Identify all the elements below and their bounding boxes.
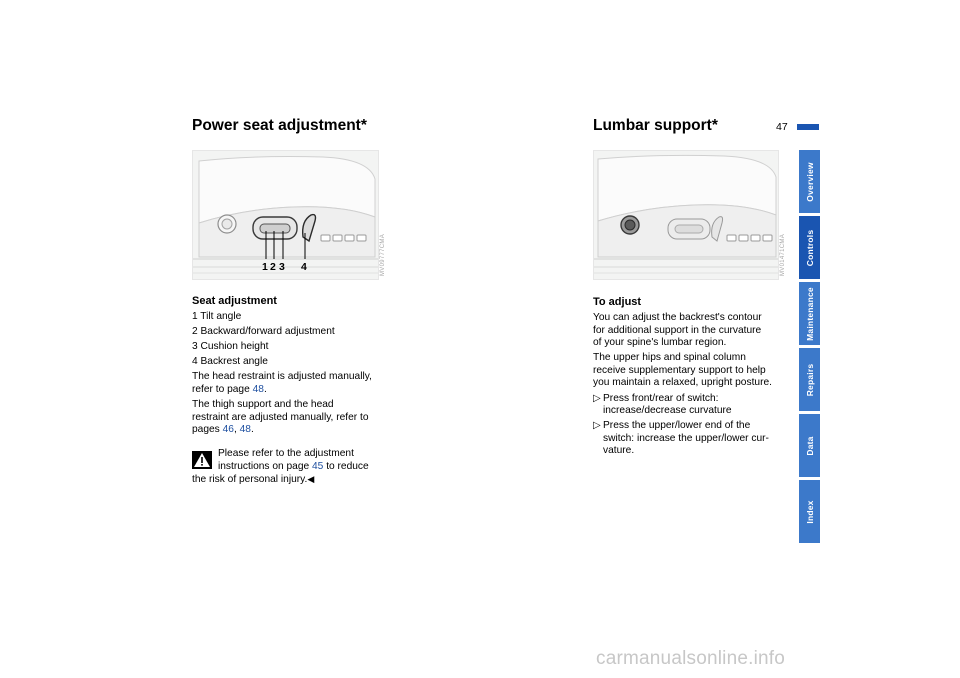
paragraph-support [593,352,793,390]
text-line: The upper hips and spinal column [593,352,746,364]
text: The head restraint is adjusted manually, [192,371,372,383]
text: to reduce [323,460,369,472]
list-item: 2 Backward/forward adjustment [192,326,335,338]
text-line: You can adjust the backrest's contour [593,312,762,323]
text: . [263,383,267,395]
bullet-arrow-icon: ▷ [593,392,601,404]
list-item: 3 Cushion height [192,341,269,353]
paragraph-contour [593,312,793,350]
subtitle-seat-adjustment: Seat adjustment [192,295,277,307]
lumbar-text [593,312,793,461]
lumbar-support-figure [593,150,779,280]
text-line: you maintain a relaxed, upright posture. [593,377,772,389]
text-line: vature. [603,445,635,457]
paragraph-thigh-support [192,399,397,437]
text-line: increase/decrease curvature [603,405,732,417]
bullet-arrow-icon: ▷ [593,420,601,432]
subtitle-to-adjust: To adjust [593,296,642,308]
warning-line-1: Please refer to the adjustment [218,448,354,459]
tab-overview[interactable] [799,150,820,213]
text-line: receive supplementary support to help [593,364,766,376]
text-line: of your spine's lumbar region. [593,337,727,349]
callout-3: 3 [279,261,285,273]
text-line: switch: increase the upper/lower cur- [603,432,769,444]
bullet-text [603,420,769,458]
tab-data[interactable] [799,414,820,477]
warning-line-3 [192,473,397,487]
text: , [233,424,240,436]
tab-label: Index [804,499,815,524]
tab-label: Data [804,435,815,456]
page-link-46[interactable]: 46 [222,424,234,436]
text: . [250,424,254,436]
tab-repairs[interactable] [799,348,820,411]
tab-label: Overview [804,161,815,202]
seat-adjustment-text [192,311,397,439]
figure-code-right: MV01471CMA [780,233,786,276]
seat-adjustment-figure [192,150,379,280]
bullet-text [603,393,732,418]
tab-controls[interactable] [799,216,820,279]
watermark: carmanualsonline.info [596,648,786,669]
bullet-item [593,393,793,418]
text: The thigh support and the head [192,399,334,411]
callout-2: 2 [270,261,276,273]
page-link-48[interactable]: 48 [239,424,251,436]
page-number: 47 [776,121,788,133]
tab-label: Maintenance [804,286,815,341]
seat-illustration [193,151,378,279]
section-title-power-seat: Power seat adjustment* [192,117,367,134]
text: pages [192,424,223,436]
text: instructions on page [218,460,313,472]
callout-1: 1 [262,261,268,273]
warning-line-2 [192,461,397,474]
tab-maintenance[interactable] [799,282,820,345]
page-link-48[interactable]: 48 [252,383,264,395]
paragraph-head-restraint [192,371,397,396]
tab-label: Repairs [804,363,815,396]
page-link-45[interactable]: 45 [312,460,324,472]
page-marker [797,124,819,130]
end-mark: ◀ [307,474,315,485]
bullet-item [593,420,793,458]
list-item: 1 Tilt angle [192,311,242,322]
text: restraint are adjusted manually, refer to [192,411,369,423]
text-line: Press front/rear of switch: [603,392,719,404]
section-title-lumbar: Lumbar support* [593,117,718,134]
warning-text [192,448,397,487]
text: refer to page [192,383,253,395]
lumbar-illustration [594,151,778,279]
text-line: for additional support in the curvature [593,324,762,336]
callout-4: 4 [301,261,307,273]
text: the risk of personal injury. [192,474,308,486]
figure-code-left: MV09777CMA [380,233,386,276]
tab-index[interactable] [799,480,820,543]
text-line: Press the upper/lower end of the [603,420,751,432]
list-item: 4 Backrest angle [192,356,268,368]
tab-label: Controls [804,229,815,266]
